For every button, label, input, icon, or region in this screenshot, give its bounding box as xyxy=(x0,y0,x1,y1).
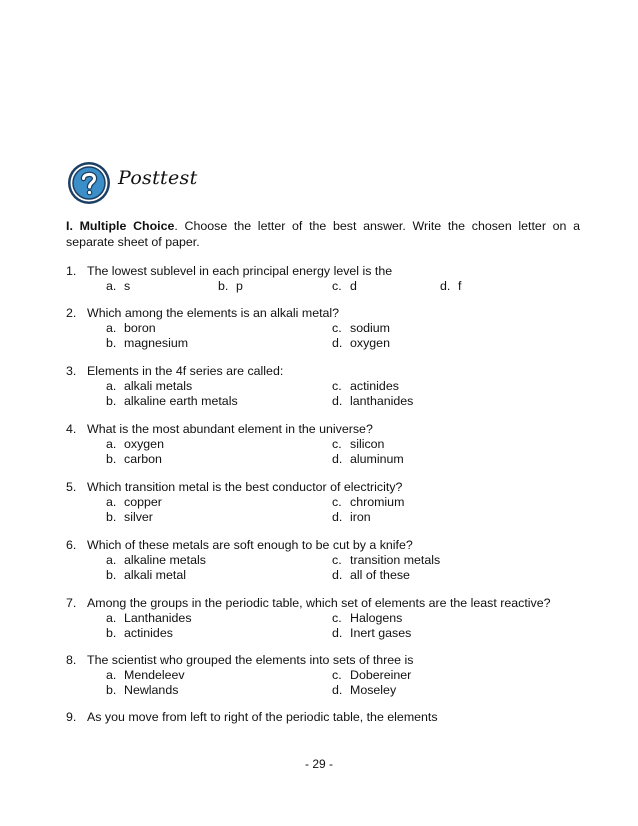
question-stem xyxy=(66,653,586,668)
option-c: c. Halogens xyxy=(332,611,403,625)
posttest-header xyxy=(66,160,266,210)
options xyxy=(66,279,586,294)
option-c: c. silicon xyxy=(332,437,385,451)
question-stem xyxy=(66,422,586,437)
question-stem xyxy=(66,538,586,553)
option-d: d. f xyxy=(440,279,462,293)
question-stem xyxy=(66,480,586,495)
option-d: d. all of these xyxy=(332,568,410,582)
question-text: Among the groups in the periodic table, which set of elements are the least reactive? xyxy=(87,596,551,610)
question-stem xyxy=(66,364,586,379)
question-stem xyxy=(66,306,586,321)
options xyxy=(66,437,586,467)
page-number: - 29 - xyxy=(304,757,333,771)
option-b: b. alkali metal xyxy=(106,568,186,582)
options xyxy=(66,495,586,525)
option-b: b. alkaline earth metals xyxy=(106,394,238,408)
option-b: b. actinides xyxy=(106,626,173,640)
options xyxy=(66,321,586,351)
question-4 xyxy=(66,422,586,467)
option-b: b. carbon xyxy=(106,452,162,466)
question-1 xyxy=(66,264,586,294)
page-title: Posttest xyxy=(118,167,198,189)
question-stem xyxy=(66,710,586,725)
question-9 xyxy=(66,710,586,725)
question-text: Elements in the 4f series are called: xyxy=(87,364,284,378)
option-b: b. silver xyxy=(106,510,153,524)
option-c: c. transition metals xyxy=(332,553,441,567)
option-c: c. chromium xyxy=(332,495,405,509)
question-8 xyxy=(66,653,586,698)
instructions-text: . Choose the letter of the best answer. Write the chosen letter on a separate sheet of paper. xyxy=(66,219,580,249)
option-d: d. oxygen xyxy=(332,336,390,350)
options xyxy=(66,553,586,583)
option-d: d. aluminum xyxy=(332,452,404,466)
question-text: Which transition metal is the best conductor of electricity? xyxy=(87,480,403,494)
option-a: a. alkali metals xyxy=(106,379,193,393)
question-stem xyxy=(66,596,586,611)
option-d: d. Inert gases xyxy=(332,626,412,640)
question-7 xyxy=(66,596,586,641)
instructions xyxy=(66,218,580,250)
option-d: d. lanthanides xyxy=(332,394,414,408)
question-number: 6. xyxy=(66,538,77,552)
question-number: 9. xyxy=(66,710,77,724)
question-text: As you move from left to right of the periodic table, the elements xyxy=(87,710,438,724)
question-text: The lowest sublevel in each principal energy level is the xyxy=(87,264,393,278)
option-a: a. boron xyxy=(106,321,156,335)
option-d: d. Moseley xyxy=(332,683,397,697)
question-mark-icon xyxy=(66,160,112,206)
option-a: a. s xyxy=(106,279,131,293)
option-a: a. oxygen xyxy=(106,437,164,451)
section-label: I. Multiple Choice xyxy=(66,219,175,233)
option-a: a. alkaline metals xyxy=(106,553,206,567)
options xyxy=(66,379,586,409)
question-text: The scientist who grouped the elements into sets of three is xyxy=(87,653,414,667)
options xyxy=(66,668,586,698)
question-number: 2. xyxy=(66,306,77,320)
question-number: 5. xyxy=(66,480,77,494)
question-3 xyxy=(66,364,586,409)
option-c: c. actinides xyxy=(332,379,399,393)
question-2 xyxy=(66,306,586,351)
option-a: a. copper xyxy=(106,495,162,509)
question-text: Which among the elements is an alkali metal? xyxy=(87,306,340,320)
option-d: d. iron xyxy=(332,510,371,524)
question-6 xyxy=(66,538,586,583)
question-5 xyxy=(66,480,586,525)
option-b: b. magnesium xyxy=(106,336,189,350)
options xyxy=(66,611,586,641)
question-text: Which of these metals are soft enough to be cut by a knife? xyxy=(87,538,413,552)
question-number: 1. xyxy=(66,264,77,278)
question-number: 3. xyxy=(66,364,77,378)
question-number: 7. xyxy=(66,596,77,610)
question-number: 8. xyxy=(66,653,77,667)
option-a: a. Mendeleev xyxy=(106,668,185,682)
question-number: 4. xyxy=(66,422,77,436)
option-b: b. Newlands xyxy=(106,683,179,697)
option-a: a. Lanthanides xyxy=(106,611,192,625)
question-text: What is the most abundant element in the universe? xyxy=(87,422,373,436)
option-b: b. p xyxy=(218,279,243,293)
question-stem xyxy=(66,264,586,279)
option-c: c. d xyxy=(332,279,357,293)
option-c: c. Dobereiner xyxy=(332,668,412,682)
option-c: c. sodium xyxy=(332,321,390,335)
